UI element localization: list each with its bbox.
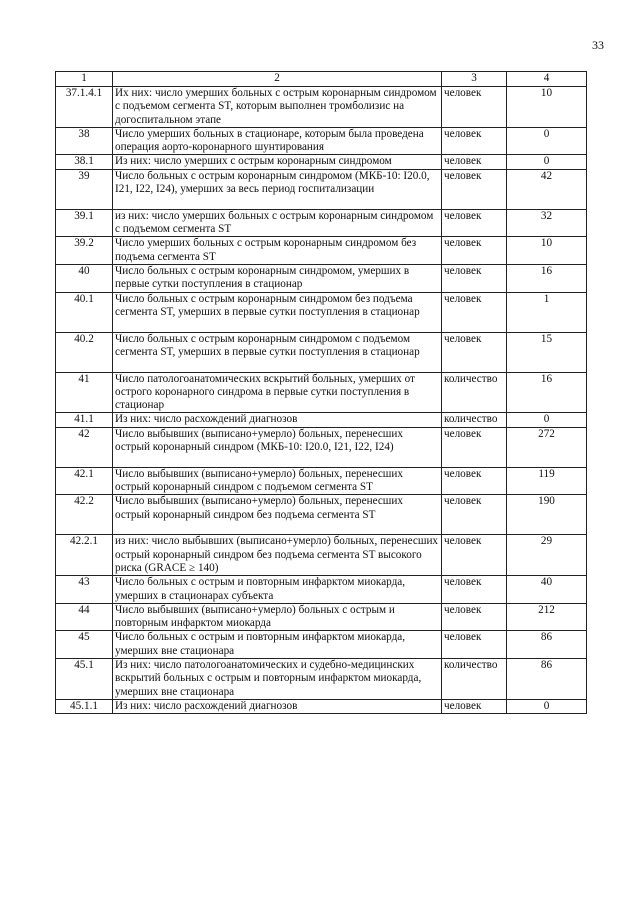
- row-unit-cell: человек: [442, 127, 507, 155]
- row-indicator-cell: Число больных с острым коронарным синдромом без подъема сегмента ST, умерших в первые сутки поступления в стационар: [113, 292, 442, 332]
- row-number-cell: 39.1: [56, 209, 113, 237]
- row-indicator-cell: Число умерших больных с острым коронарным синдромом без подъема сегмента ST: [113, 237, 442, 265]
- table-row: [56, 535, 587, 576]
- row-unit-cell: количество: [442, 659, 507, 700]
- row-unit-cell: человек: [442, 603, 507, 631]
- page-number: 33: [592, 38, 604, 52]
- table-row: [56, 659, 587, 700]
- row-indicator-cell: Число больных с острым коронарным синдромом с подъемом сегмента ST, умерших в первые сутки поступления в стационар: [113, 332, 442, 372]
- row-value-cell: 29: [507, 535, 587, 576]
- row-unit-cell: человек: [442, 699, 507, 713]
- row-number-cell: 42.1: [56, 467, 113, 495]
- row-unit-cell: человек: [442, 155, 507, 169]
- row-number-cell: 37.1.4.1: [56, 87, 113, 128]
- row-unit-cell: человек: [442, 495, 507, 535]
- header-col-4: 4: [507, 72, 587, 87]
- row-number-cell: 45.1.1: [56, 699, 113, 713]
- row-value-cell: 86: [507, 659, 587, 700]
- row-unit-cell: человек: [442, 467, 507, 495]
- row-indicator-cell: Из них: число расхождений диагнозов: [113, 413, 442, 427]
- table-row: [56, 467, 587, 495]
- table-row: [56, 264, 587, 292]
- table-row: [56, 169, 587, 209]
- row-value-cell: 0: [507, 699, 587, 713]
- row-number-cell: 42: [56, 427, 113, 467]
- row-number-cell: 43: [56, 576, 113, 604]
- row-value-cell: 1: [507, 292, 587, 332]
- row-unit-cell: человек: [442, 169, 507, 209]
- row-indicator-cell: Число выбывших (выписано+умерло) больных, перенесших острый коронарный синдром с подъемом сегмента ST: [113, 467, 442, 495]
- row-number-cell: 41.1: [56, 413, 113, 427]
- row-unit-cell: человек: [442, 427, 507, 467]
- row-number-cell: 45: [56, 631, 113, 659]
- table-row: [56, 427, 587, 467]
- table-row: [56, 495, 587, 535]
- table-row: [56, 237, 587, 265]
- row-value-cell: 10: [507, 237, 587, 265]
- header-col-1: 1: [56, 72, 113, 87]
- row-unit-cell: человек: [442, 237, 507, 265]
- row-value-cell: 190: [507, 495, 587, 535]
- row-indicator-cell: Число больных с острым и повторным инфарктом миокарда, умерших вне стационара: [113, 631, 442, 659]
- row-unit-cell: количество: [442, 413, 507, 427]
- table-row: [56, 576, 587, 604]
- row-number-cell: 40.2: [56, 332, 113, 372]
- row-indicator-cell: Число выбывших (выписано+умерло) больных, перенесших острый коронарный синдром без подъема сегмента ST: [113, 495, 442, 535]
- row-indicator-cell: Число выбывших (выписано+умерло) больных, перенесших острый коронарный синдром (МКБ-10: I20.0, I21, I22, I24): [113, 427, 442, 467]
- table-row: [56, 155, 587, 169]
- row-value-cell: 0: [507, 155, 587, 169]
- row-number-cell: 44: [56, 603, 113, 631]
- row-value-cell: 16: [507, 264, 587, 292]
- row-indicator-cell: Число умерших больных в стационаре, которым была проведена операция аорто-коронарного шунтирования: [113, 127, 442, 155]
- row-value-cell: 86: [507, 631, 587, 659]
- table-row: [56, 127, 587, 155]
- row-unit-cell: человек: [442, 631, 507, 659]
- row-unit-cell: человек: [442, 535, 507, 576]
- row-unit-cell: человек: [442, 292, 507, 332]
- row-indicator-cell: Число больных с острым коронарным синдромом, умерших в первые сутки поступления в стационар: [113, 264, 442, 292]
- row-indicator-cell: Из них: число умерших с острым коронарным синдромом: [113, 155, 442, 169]
- row-indicator-cell: Из них: число расхождений диагнозов: [113, 699, 442, 713]
- row-indicator-cell: Их них: число умерших больных с острым коронарным синдромом с подъемом сегмента ST, которым выполнен тромболизис на догоспитальном этапе: [113, 87, 442, 128]
- table-row: [56, 699, 587, 713]
- statistics-table: [55, 71, 587, 714]
- row-value-cell: 16: [507, 372, 587, 413]
- table-header-row: [56, 72, 587, 87]
- table-row: [56, 209, 587, 237]
- row-value-cell: 0: [507, 413, 587, 427]
- row-number-cell: 42.2: [56, 495, 113, 535]
- row-number-cell: 40: [56, 264, 113, 292]
- row-number-cell: 40.1: [56, 292, 113, 332]
- row-unit-cell: человек: [442, 87, 507, 128]
- row-indicator-cell: Число больных с острым и повторным инфарктом миокарда, умерших в стационарах субъекта: [113, 576, 442, 604]
- table-row: [56, 87, 587, 128]
- row-value-cell: 32: [507, 209, 587, 237]
- row-value-cell: 15: [507, 332, 587, 372]
- table-row: [56, 292, 587, 332]
- row-indicator-cell: из них: число умерших больных с острым коронарным синдромом с подъемом сегмента ST: [113, 209, 442, 237]
- row-unit-cell: количество: [442, 372, 507, 413]
- row-value-cell: 10: [507, 87, 587, 128]
- row-indicator-cell: Из них: число патологоанатомических и судебно-медицинских вскрытий больных с острым и повторным инфарктом миокарда, умерших вне стационара: [113, 659, 442, 700]
- table-row: [56, 631, 587, 659]
- header-col-3: 3: [442, 72, 507, 87]
- table-row: [56, 603, 587, 631]
- row-unit-cell: человек: [442, 332, 507, 372]
- row-unit-cell: человек: [442, 576, 507, 604]
- row-unit-cell: человек: [442, 264, 507, 292]
- row-value-cell: 272: [507, 427, 587, 467]
- row-indicator-cell: Число больных с острым коронарным синдромом (МКБ-10: I20.0, I21, I22, I24), умерших за весь период госпитализации: [113, 169, 442, 209]
- row-number-cell: 39.2: [56, 237, 113, 265]
- row-value-cell: 119: [507, 467, 587, 495]
- row-number-cell: 45.1: [56, 659, 113, 700]
- header-col-2: 2: [113, 72, 442, 87]
- table-row: [56, 413, 587, 427]
- row-number-cell: 41: [56, 372, 113, 413]
- row-value-cell: 40: [507, 576, 587, 604]
- row-indicator-cell: из них: число выбывших (выписано+умерло) больных, перенесших острый коронарный синдром без подъема сегмента ST высокого риска (GRACE ≥ 140): [113, 535, 442, 576]
- row-value-cell: 212: [507, 603, 587, 631]
- row-value-cell: 0: [507, 127, 587, 155]
- row-unit-cell: человек: [442, 209, 507, 237]
- table-row: [56, 372, 587, 413]
- row-number-cell: 39: [56, 169, 113, 209]
- row-number-cell: 38.1: [56, 155, 113, 169]
- row-number-cell: 38: [56, 127, 113, 155]
- row-indicator-cell: Число выбывших (выписано+умерло) больных с острым и повторным инфарктом миокарда: [113, 603, 442, 631]
- row-indicator-cell: Число патологоанатомических вскрытий больных, умерших от острого коронарного синдрома в первые сутки поступления в стационар: [113, 372, 442, 413]
- row-number-cell: 42.2.1: [56, 535, 113, 576]
- row-value-cell: 42: [507, 169, 587, 209]
- table-row: [56, 332, 587, 372]
